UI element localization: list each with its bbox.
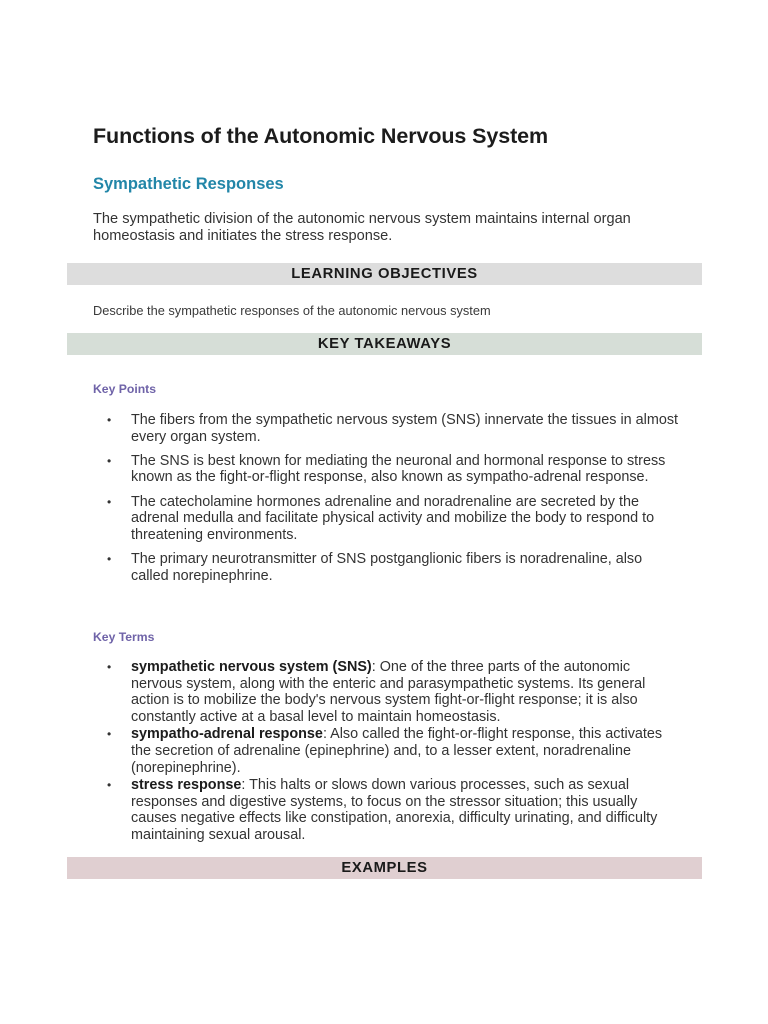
learning-objectives-header: LEARNING OBJECTIVES <box>67 263 702 285</box>
key-term: sympatho-adrenal response <box>131 726 323 743</box>
intro-paragraph: The sympathetic division of the autonomic nervous system maintains internal organ homeostasis and initiates the stress response. <box>93 211 631 244</box>
list-item <box>93 551 683 584</box>
section-heading: Sympathetic Responses <box>93 175 284 193</box>
bullet-icon: • <box>107 660 112 674</box>
bullet-icon: • <box>107 778 112 793</box>
list-item <box>93 494 683 544</box>
key-term-definition: : This halts or slows down various processes, such as sexual responses and digestive systems, to focus on the stressor situation; this usually causes negative effects like constipation, anorexia, difficulty urinating, and difficulty maintaining sexual arousal. <box>131 777 658 843</box>
bullet-icon: • <box>107 551 112 566</box>
list-item <box>93 777 683 843</box>
key-term: sympathetic nervous system (SNS) <box>131 659 372 675</box>
key-point-text: The catecholamine hormones adrenaline and noradrenaline are secreted by the adrenal medulla and facilitate physical activity and mobilize the body to respond to threatening environments. <box>131 493 655 543</box>
key-terms-list <box>93 659 683 845</box>
key-terms-label: Key Terms <box>93 630 155 644</box>
learning-objective-text: Describe the sympathetic responses of the autonomic nervous system <box>93 303 491 318</box>
key-points-list <box>93 412 683 592</box>
key-term-definition: : Also called the fight-or-flight response, this activates the secretion of adrenaline (epinephrine) and, to a lesser extent, noradrenaline (norepinephrine). <box>131 726 663 776</box>
list-item <box>93 453 683 486</box>
bullet-icon: • <box>107 453 112 468</box>
key-term-definition: : One of the three parts of the autonomic nervous system, along with the enteric and parasympathetic systems. Its general action is to mobilize the body's nervous system fight-or-flight response; it is also constantly active at a basal level to maintain homeostasis. <box>131 659 646 725</box>
key-points-label: Key Points <box>93 382 156 396</box>
key-point-text: The fibers from the sympathetic nervous system (SNS) innervate the tissues in almost every organ system. <box>131 412 679 445</box>
bullet-icon: • <box>107 413 112 427</box>
bullet-icon: • <box>107 727 112 742</box>
key-term: stress response <box>131 777 242 794</box>
key-takeaways-header: KEY TAKEAWAYS <box>67 333 702 355</box>
list-item <box>93 659 683 725</box>
bullet-icon: • <box>107 494 112 509</box>
list-item <box>93 726 683 776</box>
examples-header: EXAMPLES <box>67 857 702 879</box>
key-point-text: The SNS is best known for mediating the neuronal and hormonal response to stress known as the fight-or-flight response, also known as sympatho-adrenal response. <box>131 452 666 486</box>
page-title: Functions of the Autonomic Nervous System <box>93 124 549 148</box>
list-item <box>93 412 683 445</box>
key-point-text: The primary neurotransmitter of SNS postganglionic fibers is noradrenaline, also called norepinephrine. <box>131 550 643 584</box>
